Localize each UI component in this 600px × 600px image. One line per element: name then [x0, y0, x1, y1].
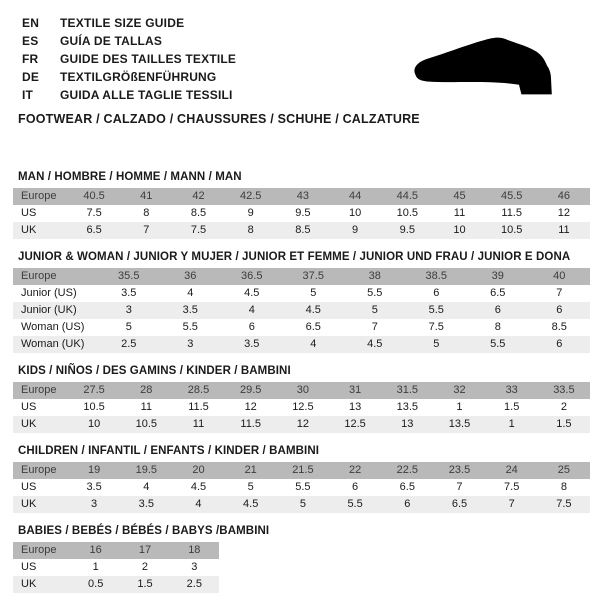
size-section-junior-woman — [13, 251, 590, 353]
row-label: US — [21, 401, 37, 413]
language-title: GUIDE DES TAILLES TEXTILE — [60, 52, 237, 66]
size-value: 4 — [310, 338, 317, 350]
row-label: US — [21, 481, 37, 493]
size-value: 6 — [433, 287, 440, 299]
language-code: IT — [22, 88, 34, 102]
size-value: 41 — [140, 190, 153, 202]
row-label: UK — [21, 418, 37, 430]
size-value: 6 — [556, 338, 563, 350]
size-value: 11 — [140, 401, 152, 413]
size-section-babies — [13, 525, 590, 593]
language-title: GUIDA ALLE TAGLIE TESSILI — [60, 88, 233, 102]
size-value: 3 — [91, 498, 98, 510]
size-value: 1 — [92, 561, 99, 573]
size-value: 3 — [125, 304, 132, 316]
size-value: 28.5 — [187, 384, 210, 396]
size-value: 9 — [247, 207, 254, 219]
row-label: UK — [21, 224, 37, 236]
size-value: 11 — [558, 224, 570, 236]
size-value: 7.5 — [556, 498, 572, 510]
size-value: 8 — [247, 224, 254, 236]
size-value: 5 — [299, 498, 306, 510]
size-value: 4.5 — [367, 338, 383, 350]
language-code: FR — [22, 52, 39, 66]
size-value: 3.5 — [121, 287, 137, 299]
size-value: 11 — [453, 207, 466, 219]
size-value: 5.5 — [295, 481, 311, 493]
size-value: 12 — [557, 207, 571, 219]
section-title: CHILDREN / INFANTIL / ENFANTS / KINDER / BAMBINI — [18, 445, 320, 457]
size-value: 6.5 — [86, 224, 102, 236]
size-value: 44 — [348, 190, 362, 202]
language-code: EN — [22, 16, 40, 30]
size-value: 10.5 — [396, 207, 418, 219]
language-title: TEXTILE SIZE GUIDE — [60, 16, 185, 30]
size-value: 3.5 — [182, 304, 198, 316]
size-value: 10 — [87, 418, 101, 430]
size-value: 7 — [143, 224, 150, 236]
size-value: 40 — [553, 270, 566, 282]
size-value: 5.5 — [428, 304, 444, 316]
size-value: 31 — [348, 384, 362, 396]
size-value: 9 — [352, 224, 359, 236]
size-value: 7 — [508, 498, 515, 510]
category-title: FOOTWEAR / CALZADO / CHAUSSURES / SCHUHE / CALZATURE — [18, 112, 420, 126]
size-value: 6.5 — [305, 321, 321, 333]
row-label: Europe — [21, 190, 57, 202]
size-value: 19.5 — [135, 464, 157, 476]
row-label: Woman (US) — [21, 321, 85, 333]
size-value: 4 — [143, 481, 150, 493]
size-value: 4.5 — [244, 287, 260, 299]
row-label: Junior (US) — [21, 287, 77, 299]
table-row — [13, 479, 590, 496]
size-value: 45.5 — [500, 190, 523, 202]
table-row — [13, 382, 590, 399]
size-value: 35.5 — [118, 270, 140, 282]
language-title: GUÍA DE TALLAS — [60, 34, 163, 48]
size-table — [13, 542, 219, 593]
size-value: 5 — [433, 338, 440, 350]
row-label: Europe — [21, 270, 57, 282]
size-value: 33.5 — [553, 384, 575, 396]
size-value: 13 — [348, 401, 362, 413]
size-value: 10 — [453, 224, 466, 236]
size-table — [13, 268, 590, 353]
size-value: 7.5 — [190, 224, 207, 236]
size-value: 27.5 — [83, 384, 105, 396]
size-value: 42.5 — [239, 190, 262, 202]
language-title: TEXTILGRÖßENFÜHRUNG — [60, 70, 217, 84]
table-row — [13, 462, 590, 479]
size-value: 13.5 — [448, 418, 471, 430]
dress-shoe-icon — [394, 24, 580, 104]
size-value: 1 — [456, 401, 463, 413]
size-value: 10.5 — [135, 418, 157, 430]
size-value: 11.5 — [240, 418, 261, 430]
size-value: 45 — [453, 190, 466, 202]
size-value: 4.5 — [305, 304, 321, 316]
size-value: 38.5 — [425, 270, 447, 282]
size-value: 8.5 — [190, 207, 207, 219]
size-section-kids — [13, 365, 590, 433]
size-value: 28 — [140, 384, 153, 396]
size-value: 7 — [456, 481, 463, 493]
size-value: 12 — [244, 401, 257, 413]
row-label: Europe — [21, 544, 57, 556]
row-label: Junior (UK) — [21, 304, 77, 316]
table-row — [13, 559, 219, 576]
size-value: 21 — [244, 464, 257, 476]
size-value: 38 — [368, 270, 381, 282]
size-value: 8 — [560, 481, 567, 493]
size-value: 2 — [141, 561, 149, 573]
size-value: 4 — [187, 287, 194, 299]
row-label: US — [21, 207, 37, 219]
table-row — [13, 416, 590, 433]
size-value: 23.5 — [448, 464, 471, 476]
size-value: 7 — [371, 321, 378, 333]
language-code: DE — [22, 70, 40, 84]
size-value: 6.5 — [451, 498, 468, 510]
size-value: 29.5 — [239, 384, 262, 396]
size-value: 7 — [556, 287, 563, 299]
size-value: 5 — [247, 481, 254, 493]
size-value: 8 — [494, 321, 501, 333]
table-row — [13, 576, 219, 593]
size-value: 11.5 — [188, 401, 209, 413]
size-value: 5.5 — [490, 338, 506, 350]
size-value: 1.5 — [504, 401, 520, 413]
size-value: 5.5 — [367, 287, 383, 299]
language-code: ES — [22, 34, 39, 48]
size-value: 46 — [557, 190, 571, 202]
size-value: 12 — [296, 418, 310, 430]
size-value: 2 — [560, 401, 567, 413]
size-value: 10.5 — [83, 401, 105, 413]
table-row — [13, 542, 219, 559]
size-value: 5.5 — [347, 498, 363, 510]
row-label: US — [21, 561, 37, 573]
size-value: 2.5 — [186, 578, 202, 590]
size-value: 13.5 — [396, 401, 418, 413]
size-value: 10 — [348, 207, 362, 219]
size-value: 17 — [138, 544, 152, 556]
size-value: 11.5 — [501, 207, 522, 219]
size-value: 1.5 — [137, 578, 153, 590]
size-table — [13, 462, 590, 513]
size-value: 4.5 — [190, 481, 207, 493]
size-value: 44.5 — [396, 190, 418, 202]
size-value: 22 — [348, 464, 362, 476]
size-value: 39 — [491, 270, 504, 282]
table-row — [13, 285, 590, 302]
table-row — [13, 268, 590, 285]
size-value: 7.5 — [504, 481, 520, 493]
row-label: Woman (UK) — [21, 338, 85, 350]
size-section-man — [13, 171, 590, 239]
table-row — [13, 302, 590, 319]
size-value: 2.5 — [121, 338, 137, 350]
size-value: 20 — [192, 464, 205, 476]
size-value: 6 — [248, 321, 255, 333]
table-row — [13, 222, 590, 239]
size-table — [13, 382, 590, 433]
size-value: 25 — [557, 464, 571, 476]
row-label: Europe — [21, 384, 57, 396]
size-value: 6.5 — [399, 481, 415, 493]
table-row — [13, 205, 590, 222]
size-value: 8 — [143, 207, 150, 219]
size-value: 3.5 — [86, 481, 102, 493]
size-value: 36 — [184, 270, 197, 282]
size-value: 16 — [89, 544, 102, 556]
size-value: 7.5 — [86, 207, 102, 219]
size-value: 12.5 — [344, 418, 366, 430]
table-row — [13, 399, 590, 416]
size-value: 9.5 — [399, 224, 415, 236]
size-value: 18 — [188, 544, 201, 556]
size-value: 7.5 — [428, 321, 444, 333]
size-value: 31.5 — [396, 384, 418, 396]
size-value: 40.5 — [83, 190, 105, 202]
size-value: 42 — [192, 190, 205, 202]
size-table — [13, 188, 590, 239]
table-row — [13, 188, 590, 205]
size-value: 3.5 — [138, 498, 154, 510]
header — [13, 14, 590, 104]
section-title: KIDS / NIÑOS / DES GAMINS / KINDER / BAMBINI — [18, 365, 291, 377]
size-value: 36.5 — [241, 270, 263, 282]
section-title: MAN / HOMBRE / HOMME / MANN / MAN — [18, 171, 242, 183]
size-value: 6 — [352, 481, 359, 493]
size-value: 24 — [505, 464, 518, 476]
section-title: BABIES / BEBÉS / BÉBÉS / BABYS /BAMBINI — [18, 525, 270, 537]
size-value: 8.5 — [295, 224, 311, 236]
size-value: 1.5 — [556, 418, 572, 430]
size-value: 30 — [296, 384, 310, 396]
size-value: 6 — [556, 304, 563, 316]
size-value: 5 — [371, 304, 378, 316]
size-value: 33 — [505, 384, 518, 396]
size-value: 22.5 — [396, 464, 418, 476]
size-value: 3 — [191, 561, 198, 573]
size-value: 3.5 — [244, 338, 260, 350]
size-value: 37.5 — [302, 270, 324, 282]
table-row — [13, 496, 590, 513]
size-value: 3 — [187, 338, 194, 350]
table-row — [13, 336, 590, 353]
size-value: 4.5 — [243, 498, 259, 510]
size-value: 1 — [508, 418, 515, 430]
size-tables — [13, 171, 590, 593]
size-value: 6 — [494, 304, 501, 316]
size-value: 5 — [310, 287, 317, 299]
size-value: 43 — [296, 190, 310, 202]
section-title: JUNIOR & WOMAN / JUNIOR Y MUJER / JUNIOR ET FEMME / JUNIOR UND FRAU / JUNIOR E DONA — [18, 251, 571, 263]
size-value: 6.5 — [490, 287, 506, 299]
size-value: 0.5 — [88, 578, 104, 590]
row-label: UK — [21, 498, 37, 510]
row-label: Europe — [21, 464, 57, 476]
size-value: 6 — [404, 498, 411, 510]
size-value: 19 — [87, 464, 101, 476]
size-value: 8.5 — [551, 321, 567, 333]
size-value: 9.5 — [295, 207, 311, 219]
size-value: 5.5 — [182, 321, 198, 333]
size-section-children — [13, 445, 590, 513]
size-value: 4 — [248, 304, 255, 316]
size-value: 10.5 — [500, 224, 523, 236]
size-value: 32 — [453, 384, 466, 396]
row-label: UK — [21, 578, 37, 590]
size-value: 11 — [192, 418, 205, 430]
size-value: 5 — [125, 321, 132, 333]
table-row — [13, 319, 590, 336]
size-value: 13 — [401, 418, 414, 430]
size-value: 21.5 — [292, 464, 314, 476]
size-value: 12.5 — [292, 401, 314, 413]
size-value: 4 — [195, 498, 202, 510]
